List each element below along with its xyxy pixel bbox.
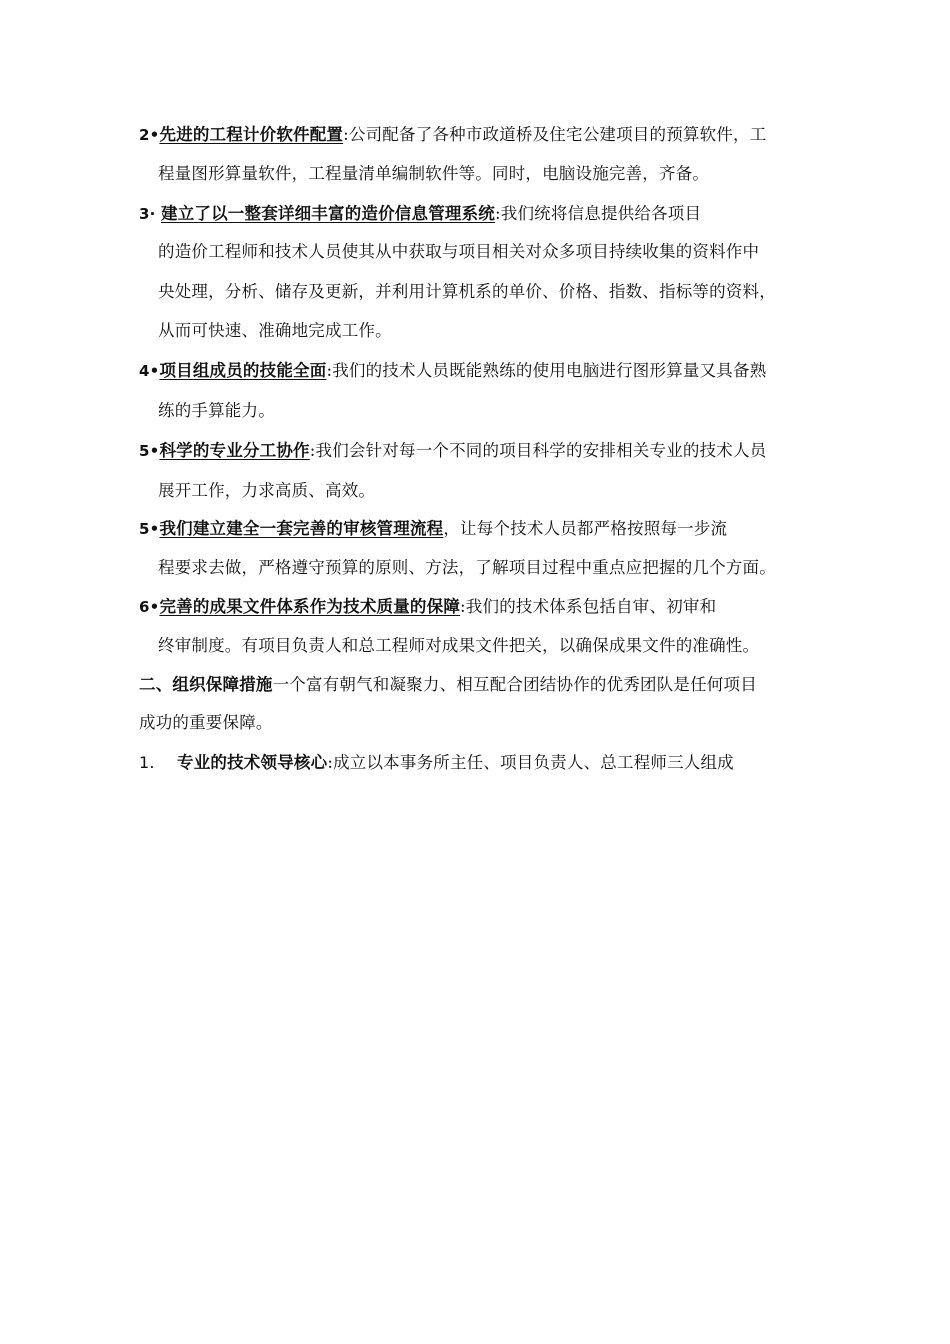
section-line-2: 成功的重要保障。 [139, 713, 273, 732]
item-number: 5• [139, 442, 160, 460]
item-heading: 项目组成员的技能全面 [159, 361, 327, 380]
sub-item-1-line [139, 752, 734, 774]
section-heading-line [139, 674, 757, 696]
section-heading: 二、组织保障措施 [139, 675, 273, 694]
item-number: 5• [139, 520, 160, 538]
item-2-line-1 [139, 124, 766, 146]
item-heading: 建立了以一整套详细丰富的造价信息管理系统 [161, 204, 495, 223]
item-body: :我们会针对每一个不同的项目科学的安排相关专业的技术人员 [309, 441, 767, 460]
item-5b-line-2: 程要求去做，严格遵守预算的原则、方法，了解项目过程中重点应把握的几个方面。 [158, 558, 776, 577]
item-3-line-3: 央处理，分析、储存及更新，并利用计算机系的单价、价格、指数、指标等的资料， [158, 282, 776, 301]
item-5b-line-1 [139, 518, 727, 540]
item-5a-line-1 [139, 440, 766, 462]
item-6-line-1 [139, 596, 716, 618]
item-body: :公司配备了各种市政道桥及住宅公建项目的预算软件，工 [343, 125, 767, 144]
item-3-line-2: 的造价工程师和技术人员使其从中获取与项目相关对众多项目持续收集的资料作中 [158, 242, 760, 261]
item-4-line-1 [139, 360, 766, 382]
item-5a-line-2: 展开工作，力求高质、高效。 [158, 481, 376, 500]
item-6-line-2: 终审制度。有项目负责人和总工程师对成果文件把关，以确保成果文件的准确性。 [158, 636, 760, 655]
item-heading: 完善的成果文件体系作为技术质量的保障 [159, 597, 461, 616]
item-heading: 我们建立建全一套完善的审核管理流程 [159, 519, 444, 538]
item-heading: 科学的专业分工协作 [159, 441, 310, 460]
item-number: 4• [139, 362, 160, 380]
item-3-line-1 [139, 203, 701, 225]
section-body: 一个富有朝气和凝聚力、相互配合团结协作的优秀团队是任何项目 [272, 675, 757, 694]
sub-item-heading: 专业的技术领导核心 [177, 753, 328, 772]
item-number: 3· [139, 205, 156, 223]
item-number: 2• [139, 126, 160, 144]
sub-item-body: :成立以本事务所主任、项目负责人、总工程师三人组成 [327, 753, 734, 772]
item-heading: 先进的工程计价软件配置 [159, 125, 344, 144]
item-4-line-2: 练的手算能力。 [158, 401, 275, 420]
item-body: ，让每个技术人员都严格按照每一步流 [443, 519, 728, 538]
item-2-line-2: 程量图形算量软件，工程量清单编制软件等。同时，电脑设施完善，齐备。 [158, 164, 710, 183]
item-number: 6• [139, 598, 160, 616]
item-3-line-4: 从而可快速、准确地完成工作。 [158, 321, 392, 340]
item-body: :我们的技术人员既能熟练的使用电脑进行图形算量又具备熟 [326, 361, 767, 380]
item-body: :我们统将信息提供给各项目 [495, 204, 702, 223]
item-body: :我们的技术体系包括自审、初审和 [460, 597, 717, 616]
sub-item-number: 1. [139, 753, 155, 772]
